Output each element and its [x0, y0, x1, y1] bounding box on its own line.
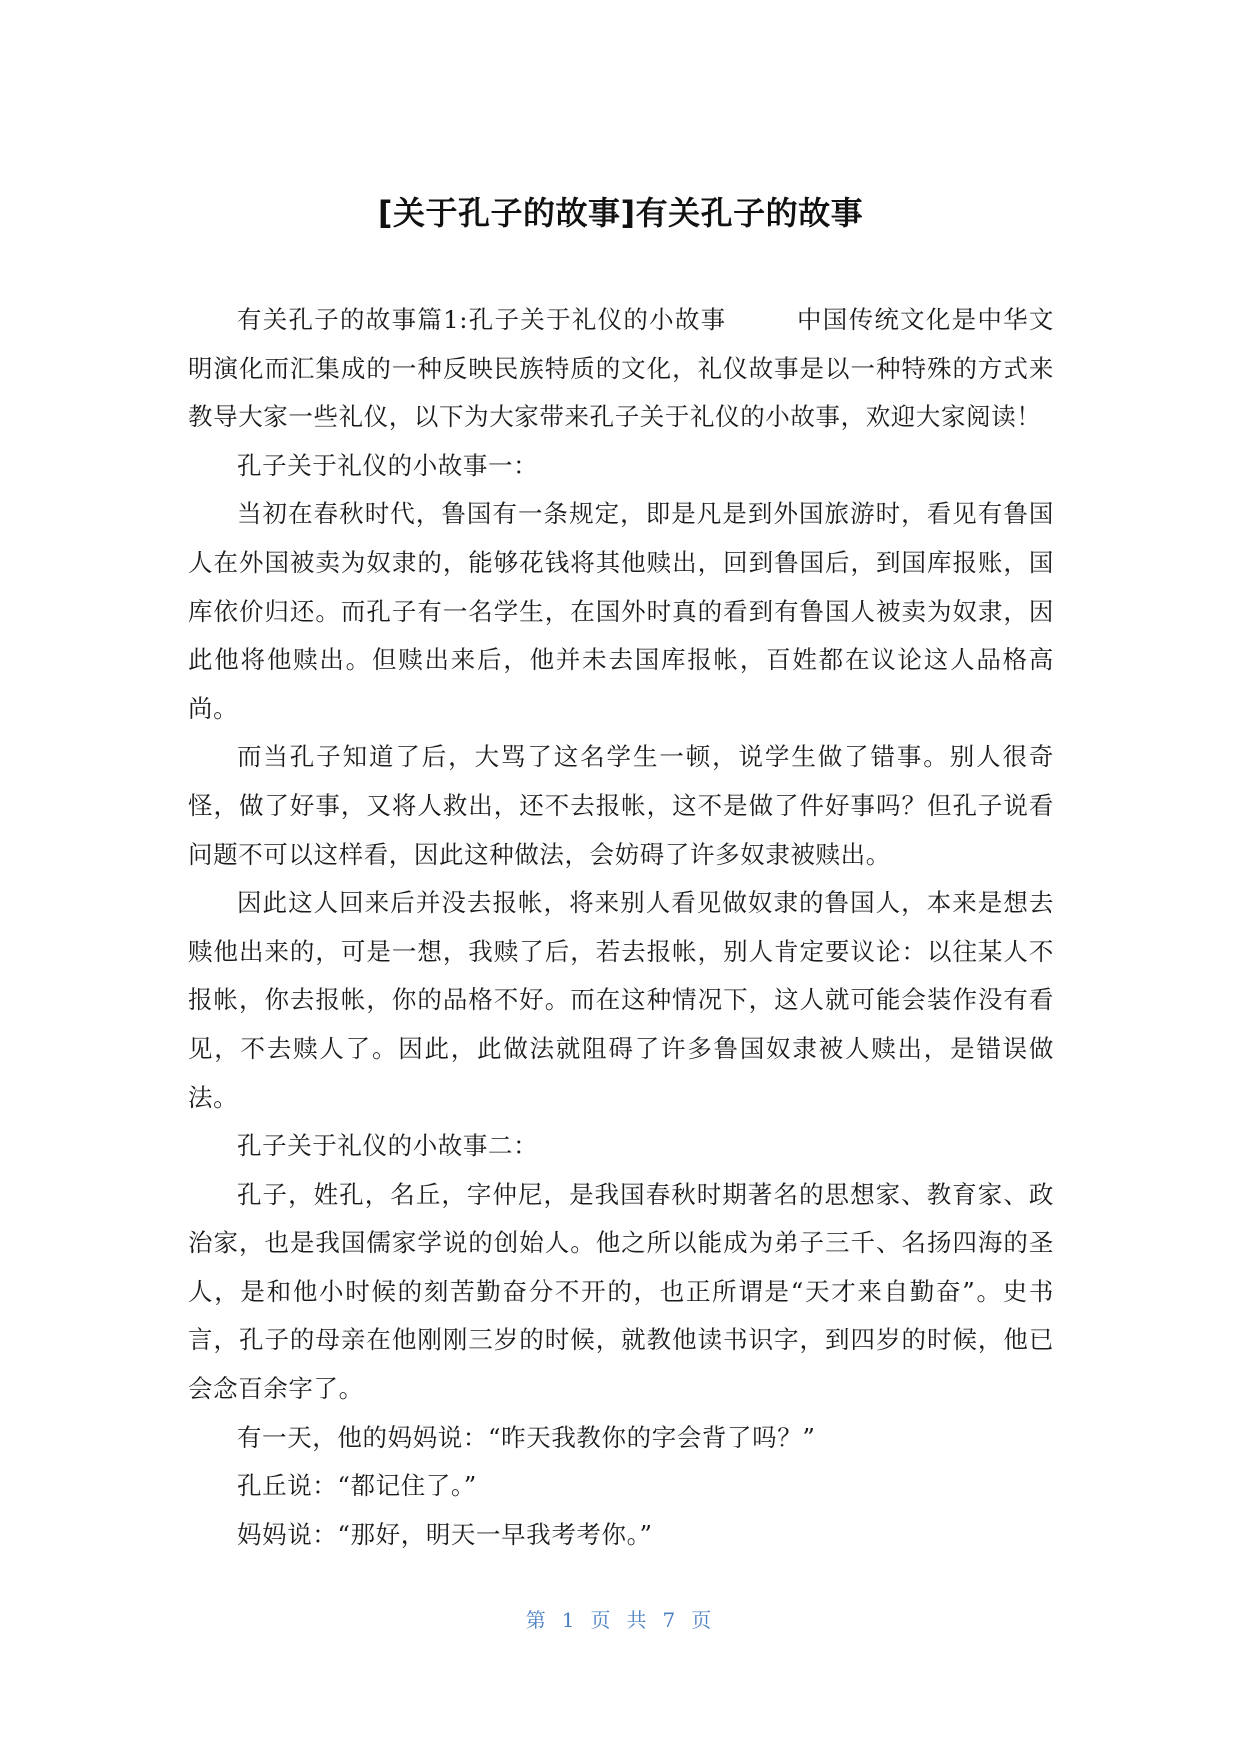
document-body [188, 296, 1054, 1559]
document-title: [关于孔子的故事]有关孔子的故事 [377, 194, 864, 232]
paragraph-dialogue: 妈妈说：“那好，明天一早我考考你。” [237, 1519, 653, 1549]
paragraph-heading-story-two: 孔子关于礼仪的小故事二： [237, 1131, 539, 1161]
paragraph: 孔子，姓孔，名丘，字仲尼，是我国春秋时期著名的思想家、教育家、政治家，也是我国儒家学说的创始人。他之所以能成为弟子三千、名扬四海的圣人，是和他小时候的刻苦勤奋分不开的，也正所谓是“天才来自勤奋”。史书言，孔子的母亲在他刚刚三岁的时候，就教他读书识字，到四岁的时候，他已会念百余字了。 [188, 1179, 1054, 1404]
page-suffix: 页 [590, 1608, 615, 1632]
page-label: 第 [525, 1608, 550, 1632]
paragraph: 而当孔子知道了后，大骂了这名学生一顿，说学生做了错事。别人很奇怪，做了好事，又将人救出，还不去报帐，这不是做了件好事吗？但孔子说看问题不可以这样看，因此这种做法，会妨碍了许多奴隶被赎出。 [188, 742, 1054, 869]
total-suffix: 页 [691, 1608, 716, 1632]
page-number: 1 [561, 1608, 579, 1632]
total-label: 共 [626, 1608, 651, 1632]
paragraph: 当初在春秋时代，鲁国有一条规定，即是凡是到外国旅游时，看见有鲁国人在外国被卖为奴隶的，能够花钱将其他赎出，回到鲁国后，到国库报账，国库依价归还。而孔子有一名学生，在国外时真的看到有鲁国人被卖为奴隶，因此他将他赎出。但赎出来后，他并未去国库报帐，百姓都在议论这人品格高尚。 [188, 499, 1054, 723]
page-footer [0, 1604, 1241, 1633]
paragraph-dialogue: 孔丘说：“都记住了。” [237, 1471, 477, 1501]
paragraph-intro [188, 296, 1054, 442]
intro-lead: 有关孔子的故事篇1:孔子关于礼仪的小故事 [237, 305, 727, 334]
intro-text: 中国传统文化是中华文明演化而汇集成的一种反映民族特质的文化，礼仪故事是以一种特殊的方式来教导大家一些礼仪，以下为大家带来孔子关于礼仪的小故事，欢迎大家阅读！ [188, 305, 1054, 432]
paragraph-dialogue: 有一天，他的妈妈说：“昨天我教你的字会背了吗？” [237, 1422, 816, 1452]
paragraph: 因此这人回来后并没去报帐，将来别人看见做奴隶的鲁国人，本来是想去赎他出来的，可是一想，我赎了后，若去报帐，别人肯定要议论：以往某人不报帐，你去报帐，你的品格不好。而在这种情况下，这人就可能会装作没有看见，不去赎人了。因此，此做法就阻碍了许多鲁国奴隶被人赎出，是错误做法。 [188, 888, 1054, 1112]
total-pages: 7 [662, 1608, 680, 1632]
paragraph-heading-story-one: 孔子关于礼仪的小故事一： [237, 450, 539, 480]
